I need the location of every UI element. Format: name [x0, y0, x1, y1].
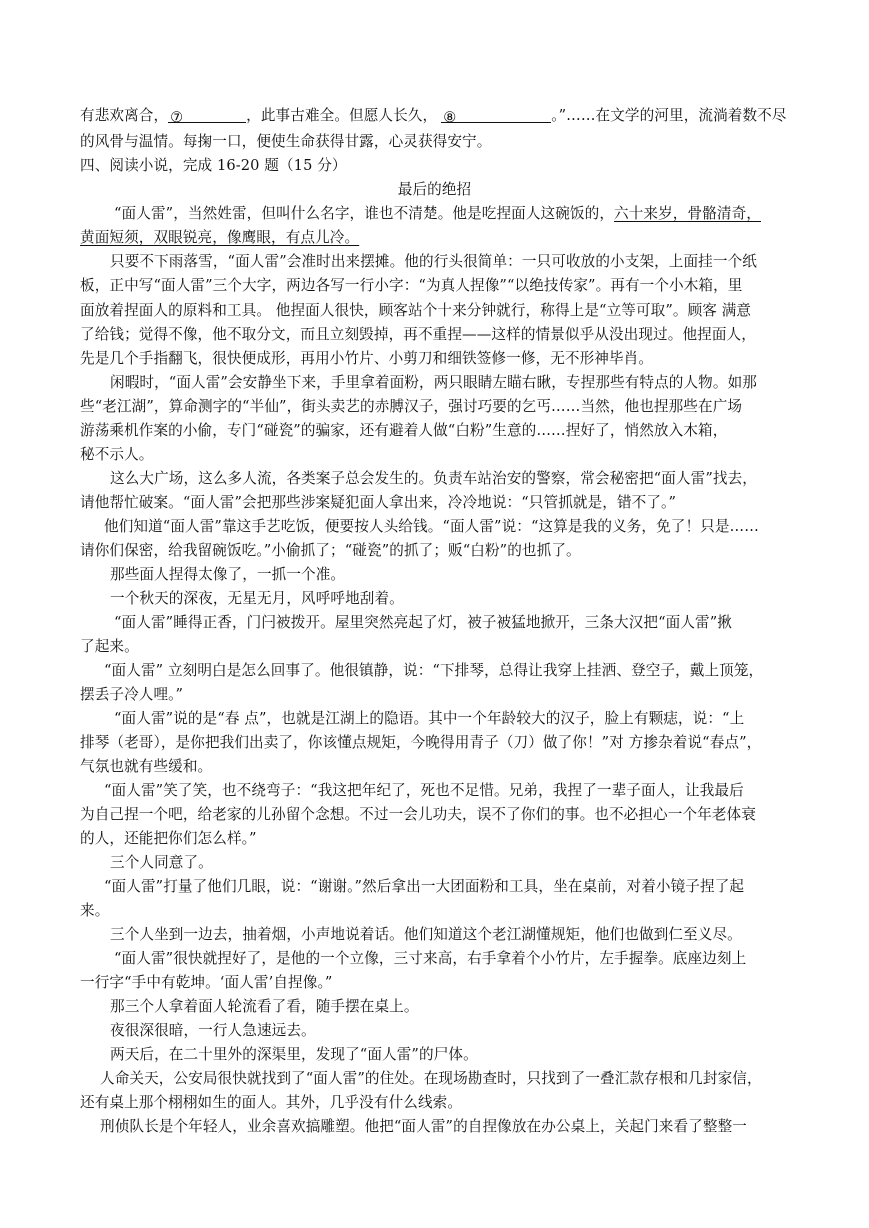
text-line: 还有桌上那个栩栩如生的面人。其外，几乎没有什么线索。 — [80, 1094, 463, 1111]
text-line: 来。 — [80, 902, 110, 919]
fill-in-blank-7[interactable] — [168, 107, 246, 126]
text-line: “面人雷”睡得正香，门闩被拨开。屋里突然亮起了灯，被子被猛地掀开，三条大汉把“面人雷”揪 — [114, 614, 732, 631]
text-line: 一个秋天的深夜，无星无月，风呼呼地刮着。 — [110, 590, 404, 607]
text-line: 先是几个手指翻飞，很快便成形，再用小竹片、小剪刀和细铁签修一修，无不形神毕肖。 — [80, 350, 654, 367]
underlined-text: 六十来岁，骨骼清奇， — [614, 205, 761, 222]
text-segment: “面人雷”，当然姓雷，但叫什么名字，谁也不清楚。他是吃捏面人这碗饭的， — [114, 205, 615, 222]
text-line: 为自己捏一个吧，给老家的儿孙留个念想。不过一会儿功夫，误不了你们的事。也不必担心一个年老体衰 — [80, 806, 756, 823]
text-line: 秘不示人。 — [80, 446, 154, 463]
text-line: 他们知道“面人雷”靠这手艺吃饭，便要按人头给钱。“面人雷”说：“这算是我的义务，免了！只是…… — [104, 518, 759, 535]
text-line: 摆丢子冷人哩。” — [80, 686, 184, 703]
text-line: 一行字“手中有乾坤。‘面人雷’自捏像。” — [80, 974, 333, 991]
text-segment: 。”……在文学的河里，流淌着数不尽 — [551, 107, 787, 124]
text-line: 刑侦队长是个年轻人，业余喜欢搞雕塑。他把“面人雷”的自捏像放在办公桌上，关起门来看了整整一 — [100, 1118, 747, 1135]
text-line: “面人雷”打量了他们几眼，说：“谢谢。”然后拿出一大团面粉和工具，坐在桌前，对着小镜子捏了起 — [104, 878, 745, 895]
text-line: “面人雷” 立刻明白是怎么回事了。他很镇静，说：“下排琴，总得让我穿上挂洒、登空子，戴上顶笼， — [104, 662, 764, 679]
text-line: 板，正中写“面人雷”三个大字，两边各写一行小字：“为真人捏像”“以绝技传家”。再有一个小木箱，里 — [80, 277, 743, 294]
text-line: 些“老江湖”，算命测字的“半仙”，街头卖艺的赤膊汉子，强讨巧要的乞丐……当然，他也捏那些在广场 — [80, 398, 743, 415]
text-line — [80, 105, 792, 127]
text-line: “面人雷”笑了笑，也不绕弯子：“我这把年纪了，死也不足惜。兄弟，我捏了一辈子面人，让我最后 — [104, 782, 744, 799]
text-line — [114, 203, 794, 225]
text-line: 的风骨与温情。每掬一口，便使生命获得甘露，心灵获得安宁。 — [80, 133, 492, 150]
text-line: 三个人同意了。 — [110, 854, 213, 871]
text-line: 夜很深很暗，一行人急速远去。 — [110, 1022, 316, 1039]
text-line: 那些面人捏得太像了，一抓一个准。 — [110, 566, 346, 583]
story-title: 最后的绝招 — [397, 181, 472, 198]
text-line — [80, 227, 792, 249]
text-line: 面放着捏面人的原料和工具。 他捏面人很快，顾客站个十来分钟就行，称得上是“立等可取”。顾客 满意 — [80, 302, 752, 319]
text-line: 了起来。 — [80, 638, 139, 655]
text-line: 那三个人拿着面人轮流看了看，随手摆在桌上。 — [110, 998, 419, 1015]
text-line: 游荡乘机作案的小偷，专门“碰瓷”的骗家，还有避着人做“白粉”生意的……捏好了，悄然放入木箱， — [80, 422, 728, 439]
text-line: 请你们保密，给我留碗饭吃。”小偷抓了；“碰瓷”的抓了；贩“白粉”的也抓了。 — [80, 542, 581, 559]
text-segment: 有悲欢离合， — [80, 107, 169, 124]
section-heading: 四、阅读小说，完成 16-20 题（15 分） — [80, 157, 347, 174]
text-line: 只要不下雨落雪，“面人雷”会准时出来摆摊。他的行头很简单：一只可收放的小支架，上面挂一个纸 — [110, 253, 757, 270]
blank-number: ⑦ — [170, 109, 184, 126]
text-line: “面人雷”很快就捏好了，是他的一个立像，三寸来高，右手拿着个小竹片，左手握拳。底座边刻上 — [114, 950, 747, 967]
text-line: 的人，还能把你们怎么样。” — [80, 830, 257, 847]
text-line: 了给钱；觉得不像，他不取分文，而且立刻毁掉，再不重捏——这样的情景似乎从没出现过。他捏面人， — [80, 326, 756, 343]
text-line: 气氛也就有些缓和。 — [80, 758, 213, 775]
text-line: 请他帮忙破案。“面人雷”会把那些涉案疑犯面人拿出来，冷冷地说：“只管抓就是，错不了。” — [80, 494, 677, 511]
blank-number: ⑧ — [443, 109, 457, 126]
text-line: 三个人坐到一边去，抽着烟，小声地说着话。他们知道这个老江湖懂规矩，他们也做到仁至义尽。 — [110, 926, 742, 943]
fill-in-blank-8[interactable] — [441, 107, 551, 126]
text-line: 排琴（老哥），是你把我们出卖了，你该懂点规矩，今晚得用青子（刀）做了你！”对 方掺杂着说“春点”， — [80, 734, 762, 751]
text-line: 两天后，在二十里外的深渠里，发现了“面人雷”的尸体。 — [110, 1046, 478, 1063]
text-line: “面人雷”说的是“春 点”，也就是江湖上的隐语。其中一个年龄较大的汉子，脸上有颗痣，说：“上 — [114, 710, 745, 727]
text-line: 闲暇时，“面人雷”会安静坐下来，手里拿着面粉，两只眼睛左瞄右瞅，专捏那些有特点的人物。如那 — [110, 374, 757, 391]
text-segment: ，此事古难全。但愿人长久， — [246, 107, 438, 124]
underlined-text: 黄面短须，双眼锐亮，像鹰眼，有点儿冷。 — [80, 229, 360, 246]
text-line: 人命关天，公安局很快就找到了“面人雷”的住处。在现场勘查时，只找到了一叠汇款存根和几封家信， — [100, 1070, 762, 1087]
text-line: 这么大广场，这么多人流，各类案子总会发生的。负责车站治安的警察，常会秘密把“面人雷”找去， — [110, 470, 757, 487]
